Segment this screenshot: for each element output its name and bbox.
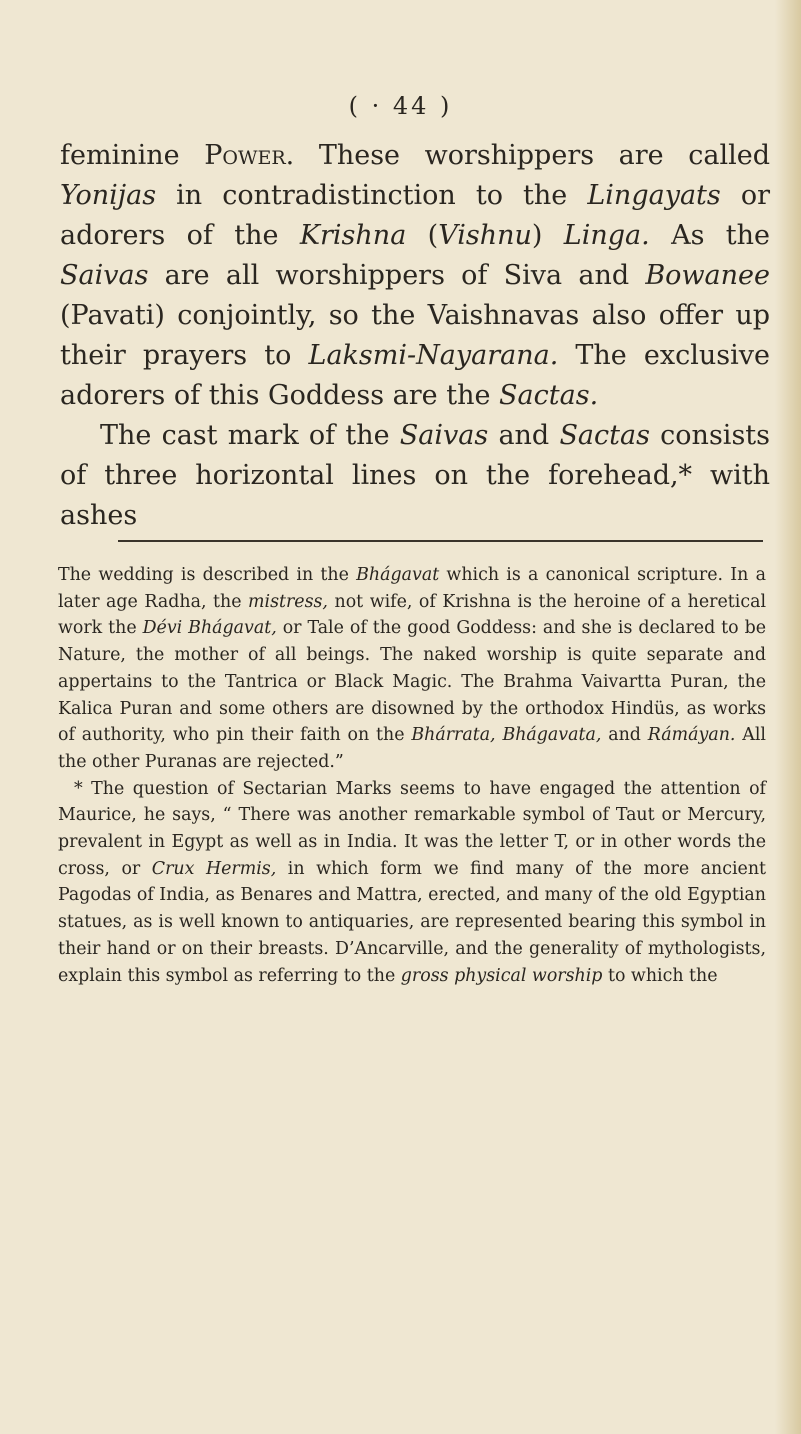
italic-term: Dévi Bhágavat, <box>142 618 277 639</box>
main-paragraph-1: feminine Power. These worshippers are called Yonijas in contradistinction to the Lingayats or adorers of the Krishna (Vishnu) Linga. As the Saivas are all worshippers of Siva and Bowanee (Pavati) conjointly, so the Vaishnavas also offer up their prayers to Laksmi-Nayarana. The exclusive adorers of this Goddess are the Sactas. <box>60 140 771 411</box>
italic-term: Bhágavat <box>356 565 440 585</box>
italic-term: Crux Hermis, <box>151 858 277 879</box>
italic-term: Sactas <box>559 420 650 451</box>
italic-term: Bhárrata, <box>411 725 496 746</box>
italic-term: mistress, <box>248 591 328 612</box>
main-paragraph-2: The cast mark of the Saivas and Sactas consists of three horizontal lines on the forehead,* with ashes <box>60 420 770 531</box>
page-edge-shadow <box>775 0 801 1434</box>
italic-term: Linga. <box>563 220 650 251</box>
footnotes <box>58 562 766 989</box>
italic-term: Krishna <box>299 220 407 251</box>
main-text <box>60 136 770 536</box>
italic-term: Yonijas <box>60 180 157 211</box>
italic-term: Lingayats <box>587 180 721 211</box>
tau-cross-symbol: T <box>554 832 564 853</box>
italic-term: Bowanee <box>645 260 770 291</box>
italic-term: Laksmi-Nayarana. <box>308 340 559 371</box>
italic-term: Rámáyan. <box>647 725 736 746</box>
italic-term: gross physical worship <box>400 965 603 986</box>
italic-term: Saivas <box>60 260 149 291</box>
italic-term: Vishnu <box>438 220 532 251</box>
footnote-divider <box>118 540 763 542</box>
page-number: ( · 44 ) <box>348 92 453 120</box>
footnote-continued: The wedding is described in the Bhágavat which is a canonical scripture. In a later age Radha, the mistress, not wife, of Krishna is the heroine of a heretical work the Dévi Bhágavat, or Tale of the good Goddess: and she is declared to be Nature, the mother of all beings. The naked worship is quite separate and appertains to the Tantrica or Black Magic. The Brahma Vaivartta Puran, the Kalica Puran and some others are disowned by the orthodox Hindüs, as works of authority, who pin their faith on the Bhárrata, Bhágavata, and Rámáyan. All the other Puranas are rejected.” <box>58 565 767 772</box>
italic-term: Bhágavata, <box>502 725 602 746</box>
footnote-sectarian-marks: * The question of Sectarian Marks seems to have engaged the attention of Maurice, he says, “ There was another remarkable symbol of Taut or Mercury, prevalent in Egypt as well as in India. It was the letter T, or in other words the cross, or Crux Hermis, in which form we find many of the more ancient Pagodas of India, as Benares and Mattra, erected, and many of the old Egyptian statues, as is well known to antiquaries, are represented bearing this symbol in their hand or on their breasts. D’Ancarville, and the generality of mythologists, explain this symbol as referring to the gross physical worship to which the <box>58 778 767 986</box>
small-caps-word: Power. <box>204 140 295 171</box>
italic-term: Sactas. <box>499 380 599 411</box>
italic-term: Saivas <box>399 420 489 451</box>
